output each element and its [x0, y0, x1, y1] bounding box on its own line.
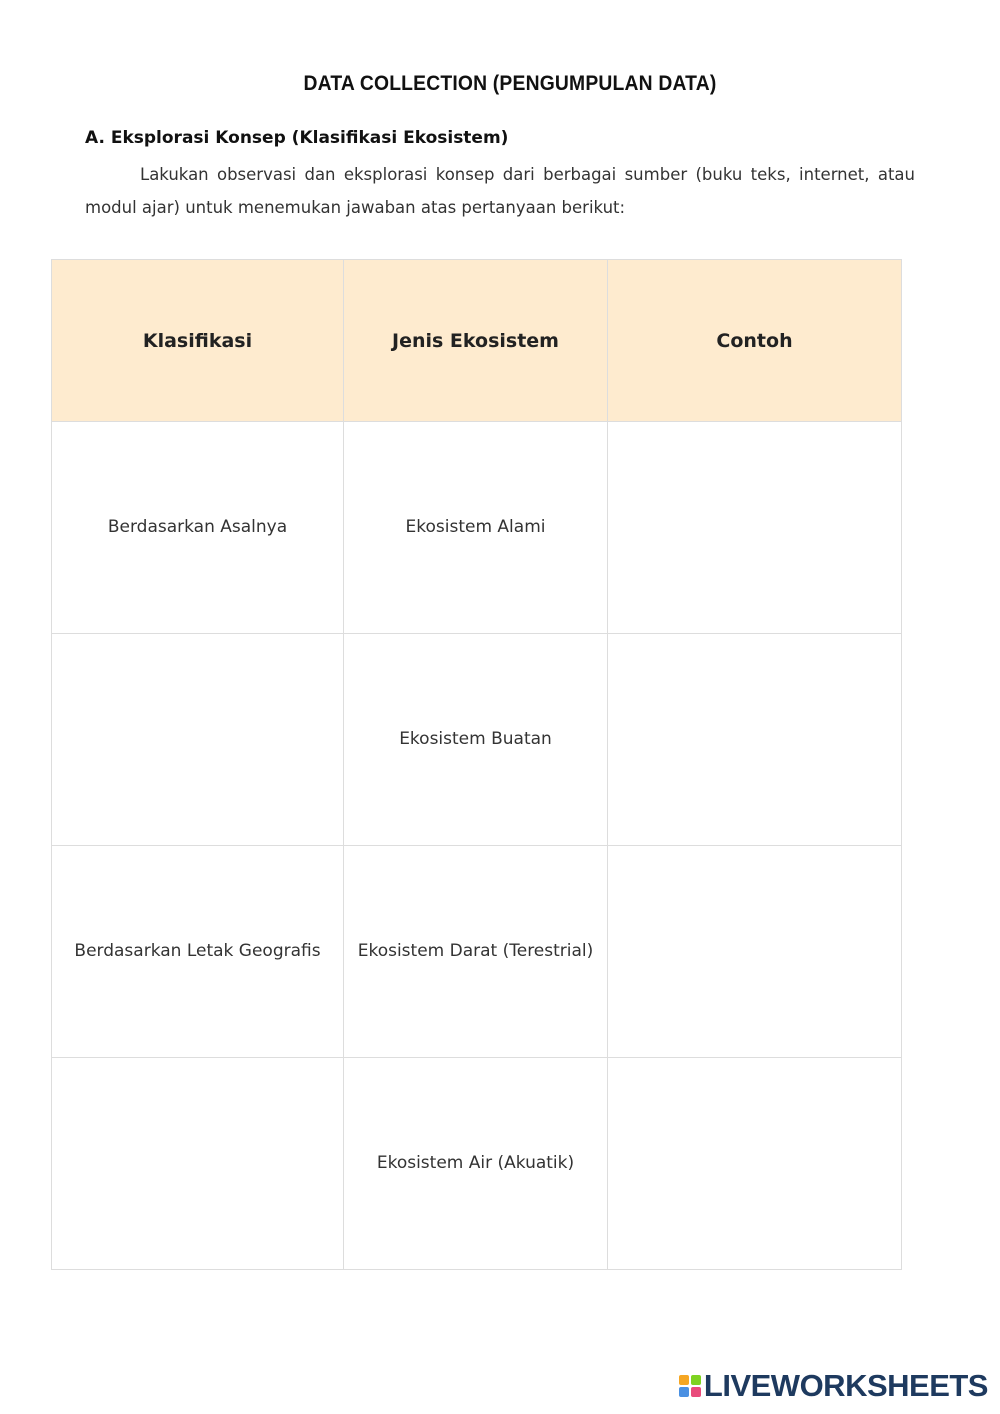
intro-paragraph: Lakukan observasi dan eksplorasi konsep dari berbagai sumber (buku teks, internet, atau modul ajar) untuk menemukan jawaban atas pertanyaan berikut:: [85, 165, 915, 217]
table-row: [52, 422, 902, 634]
classification-cell: Berdasarkan Asalnya: [52, 422, 344, 634]
ecosystem-classification-table: [51, 259, 902, 1270]
logo-square-icon: [679, 1375, 689, 1385]
logo-square-icon: [691, 1387, 701, 1397]
ecosystem-type-cell: Ekosistem Alami: [344, 422, 608, 634]
header-jenis-ekosistem: Jenis Ekosistem: [344, 260, 608, 422]
liveworksheets-logo[interactable]: [679, 1368, 988, 1404]
table-row: [52, 1058, 902, 1270]
logo-square-icon: [679, 1387, 689, 1397]
classification-cell: [52, 1058, 344, 1270]
ecosystem-type-cell: Ekosistem Darat (Terestrial): [344, 846, 608, 1058]
ecosystem-type-cell: Ekosistem Air (Akuatik): [344, 1058, 608, 1270]
header-klasifikasi: Klasifikasi: [52, 260, 344, 422]
example-answer-cell[interactable]: [608, 846, 902, 1058]
ecosystem-type-cell: Ekosistem Buatan: [344, 634, 608, 846]
table-row: [52, 634, 902, 846]
classification-cell: [52, 634, 344, 846]
liveworksheets-logo-icon: [679, 1375, 701, 1397]
logo-text: LIVEWORKSHEETS: [703, 1368, 988, 1403]
section-heading: A. Eksplorasi Konsep (Klasifikasi Ekosistem): [85, 128, 509, 148]
example-answer-cell[interactable]: [608, 634, 902, 846]
page-title: DATA COLLECTION (PENGUMPULAN DATA): [303, 72, 717, 95]
header-contoh: Contoh: [608, 260, 902, 422]
table-row: [52, 846, 902, 1058]
table-header-row: [52, 260, 902, 422]
classification-cell: Berdasarkan Letak Geografis: [52, 846, 344, 1058]
example-answer-cell[interactable]: [608, 422, 902, 634]
logo-square-icon: [691, 1375, 701, 1385]
example-answer-cell[interactable]: [608, 1058, 902, 1270]
